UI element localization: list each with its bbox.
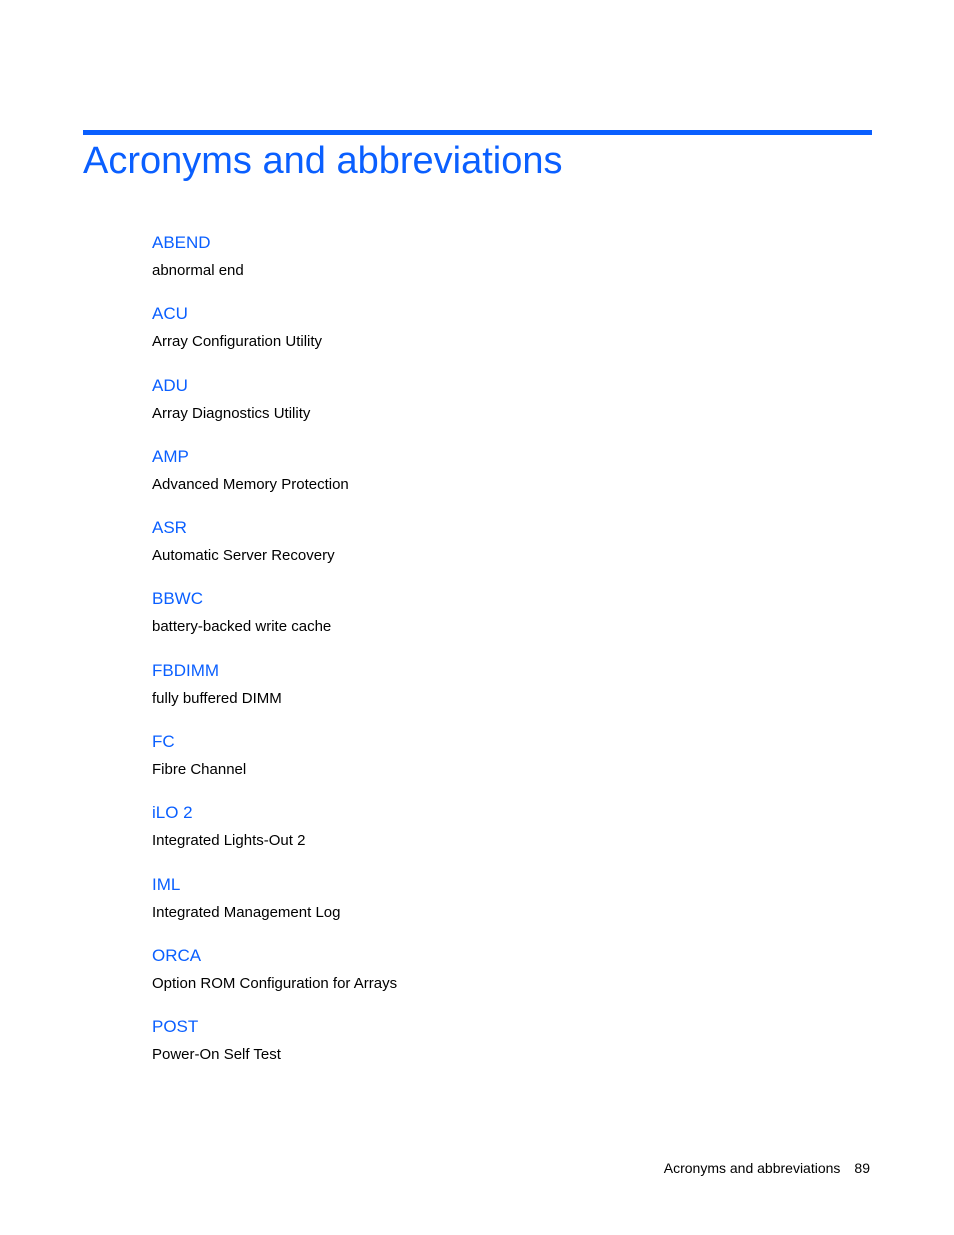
footer-page-number: 89 <box>854 1160 870 1176</box>
glossary-entry <box>152 444 852 515</box>
glossary-term-link[interactable]: ORCA <box>152 945 202 965</box>
page-footer <box>664 1158 870 1178</box>
glossary-definition: Automatic Server Recovery <box>152 547 335 565</box>
glossary-term-link[interactable]: ACU <box>152 304 188 324</box>
glossary-entry <box>152 729 852 800</box>
glossary-entry <box>152 658 852 729</box>
glossary-definition: Array Configuration Utility <box>152 333 323 351</box>
glossary-definition: abnormal end <box>152 262 244 279</box>
glossary-term-link[interactable]: ADU <box>152 375 188 395</box>
glossary-definition: Fibre Channel <box>152 761 247 779</box>
glossary-entry <box>152 1014 852 1085</box>
glossary-definition: fully buffered DIMM <box>152 689 282 707</box>
glossary-entry <box>152 301 852 372</box>
glossary-definition: Option ROM Configuration for Arrays <box>152 974 398 992</box>
glossary-definition: Array Diagnostics Utility <box>152 404 311 422</box>
glossary-term-link[interactable]: FC <box>152 732 175 752</box>
glossary-term-link[interactable]: AMP <box>152 446 189 466</box>
glossary-entry <box>152 800 852 871</box>
glossary-definition: Advanced Memory Protection <box>152 475 349 493</box>
glossary-entry <box>152 515 852 586</box>
glossary-term-link[interactable]: FBDIMM <box>152 660 220 680</box>
glossary-definition: Power-On Self Test <box>152 1046 281 1064</box>
glossary-definition: battery-backed write cache <box>152 618 332 636</box>
glossary-term-link[interactable]: ABEND <box>152 233 211 252</box>
glossary-list <box>152 230 852 1086</box>
glossary-term-link[interactable]: BBWC <box>152 589 203 609</box>
glossary-entry <box>152 586 852 657</box>
glossary-entry <box>152 943 852 1014</box>
glossary-term-link[interactable]: iLO 2 <box>152 803 193 823</box>
glossary-term-link[interactable]: ASR <box>152 518 187 538</box>
glossary-term-link[interactable]: POST <box>152 1017 199 1037</box>
glossary-entry <box>152 230 852 301</box>
glossary-definition: Integrated Management Log <box>152 903 341 921</box>
page-title: Acronyms and abbreviations <box>83 140 563 182</box>
footer-section-title: Acronyms and abbreviations <box>663 1160 841 1176</box>
glossary-entry <box>152 872 852 943</box>
glossary-definition: Integrated Lights-Out 2 <box>152 832 306 850</box>
glossary-term-link[interactable]: IML <box>152 874 181 894</box>
glossary-entry <box>152 373 852 444</box>
